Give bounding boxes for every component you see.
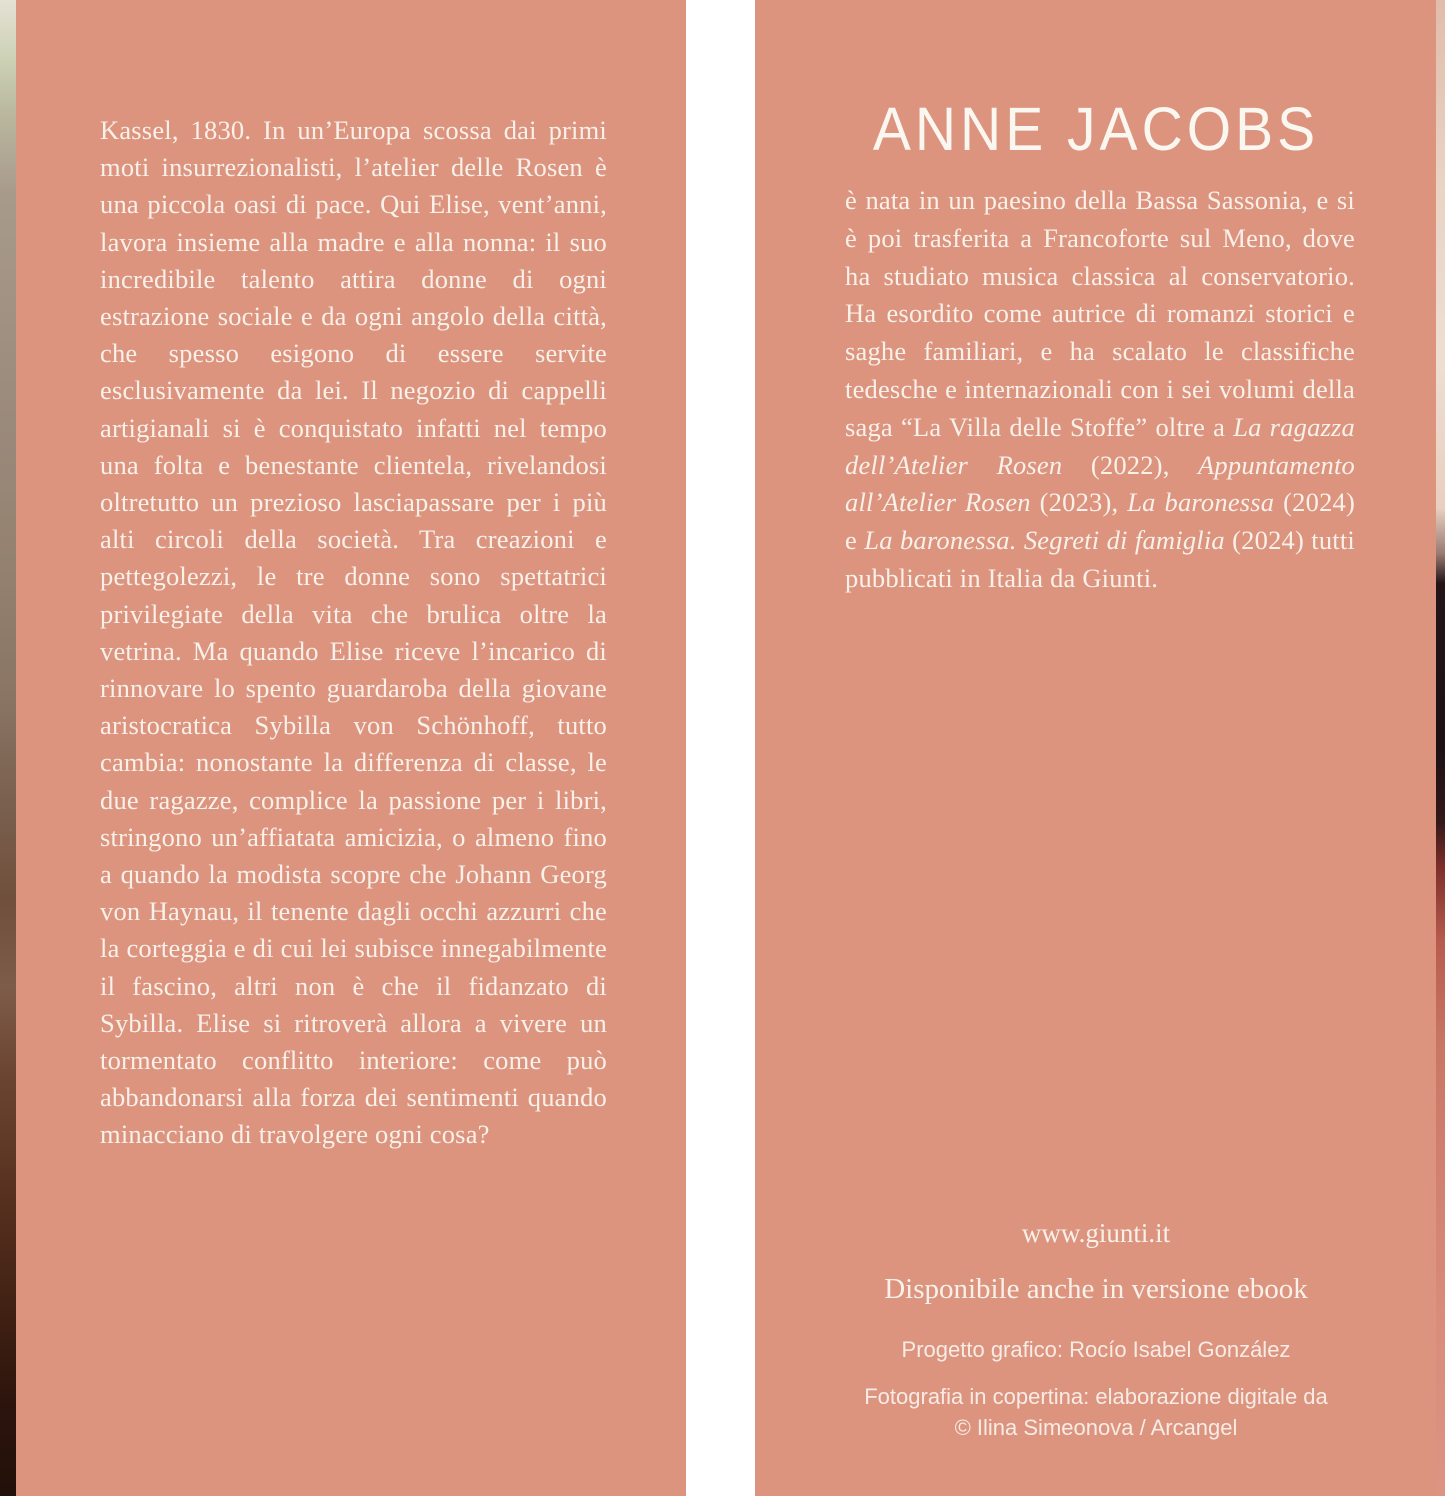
author-bio: è nata in un paesino della Bassa Sassonia, e si è poi trasferita a Francoforte sul Meno, dove ha studiato musica classica al conservatorio. Ha esordito come autrice di romanzi storici e saghe familiari, e ha scalato le classifiche tedesche e internazionali con i sei volumi della saga “La Villa delle Stoffe” oltre a La ragazza dell’Atelier Rosen (2022), Appuntamento all’Atelier Rosen (2023), La baronessa (2024) e La baronessa. Segreti di famiglia (2024) tutti pubblicati in Italia da Giunti.: [845, 185, 1355, 593]
photo-credit-line1: Fotografia in copertina: elaborazione digitale da: [864, 1384, 1328, 1409]
ebook-availability-note: Disponibile anche in versione ebook: [884, 1273, 1308, 1305]
cover-photo-edge-left: [0, 0, 16, 1496]
publisher-website: www.giunti.it: [1021, 1218, 1171, 1248]
back-flap-panel: [755, 0, 1437, 1496]
synopsis-text: Kassel, 1830. In un’Europa scossa dai primi moti insurrezionalisti, l’atelier delle Rosen è una piccola oasi di pace. Qui Elise, vent’anni, lavora insieme alla madre e alla nonna: il suo incredibile talento attira donne di ogni estrazione sociale e da ogni angolo della città, che spesso esigono di essere servite esclusivamente da lei. Il negozio di cappelli artigianali si è conquistato infatti nel tempo una folta e benestante clientela, rivelandosi oltretutto un prezioso lasciapassare per i più alti circoli della società. Tra creazioni e pettegolezzi, le tre donne sono spettatrici privilegiate della vita che brulica oltre la vetrina. Ma quando Elise riceve l’incarico di rinnovare lo spento guardaroba della giovane aristocratica Sybilla von Schönhoff, tutto cambia: nonostante la differenza di classe, le due ragazze, complice la passione per i libri, stringono un’affiatata amicizia, o almeno fino a quando la modista scopre che Johann Georg von Haynau, il tenente dagli occhi azzurri che la corteggia e di cui lei subisce innegabilmente il fascino, altri non è che il fidanzato di Sybilla. Elise si ritroverà allora a vivere un tormentato conflitto interiore: come può abbandonarsi alla forza dei sentimenti quando minacciano di travolgere ogni cosa?: [100, 115, 607, 1150]
cover-photo-edge-right: [1436, 0, 1445, 1496]
photo-credit: [755, 1381, 1437, 1443]
front-flap-panel: [16, 0, 686, 1496]
author-name: ANNE JACOBS: [872, 94, 1320, 164]
design-credit: Progetto grafico: Rocío Isabel González: [901, 1337, 1291, 1362]
photo-credit-line2: © Ilina Simeonova / Arcangel: [954, 1415, 1238, 1440]
